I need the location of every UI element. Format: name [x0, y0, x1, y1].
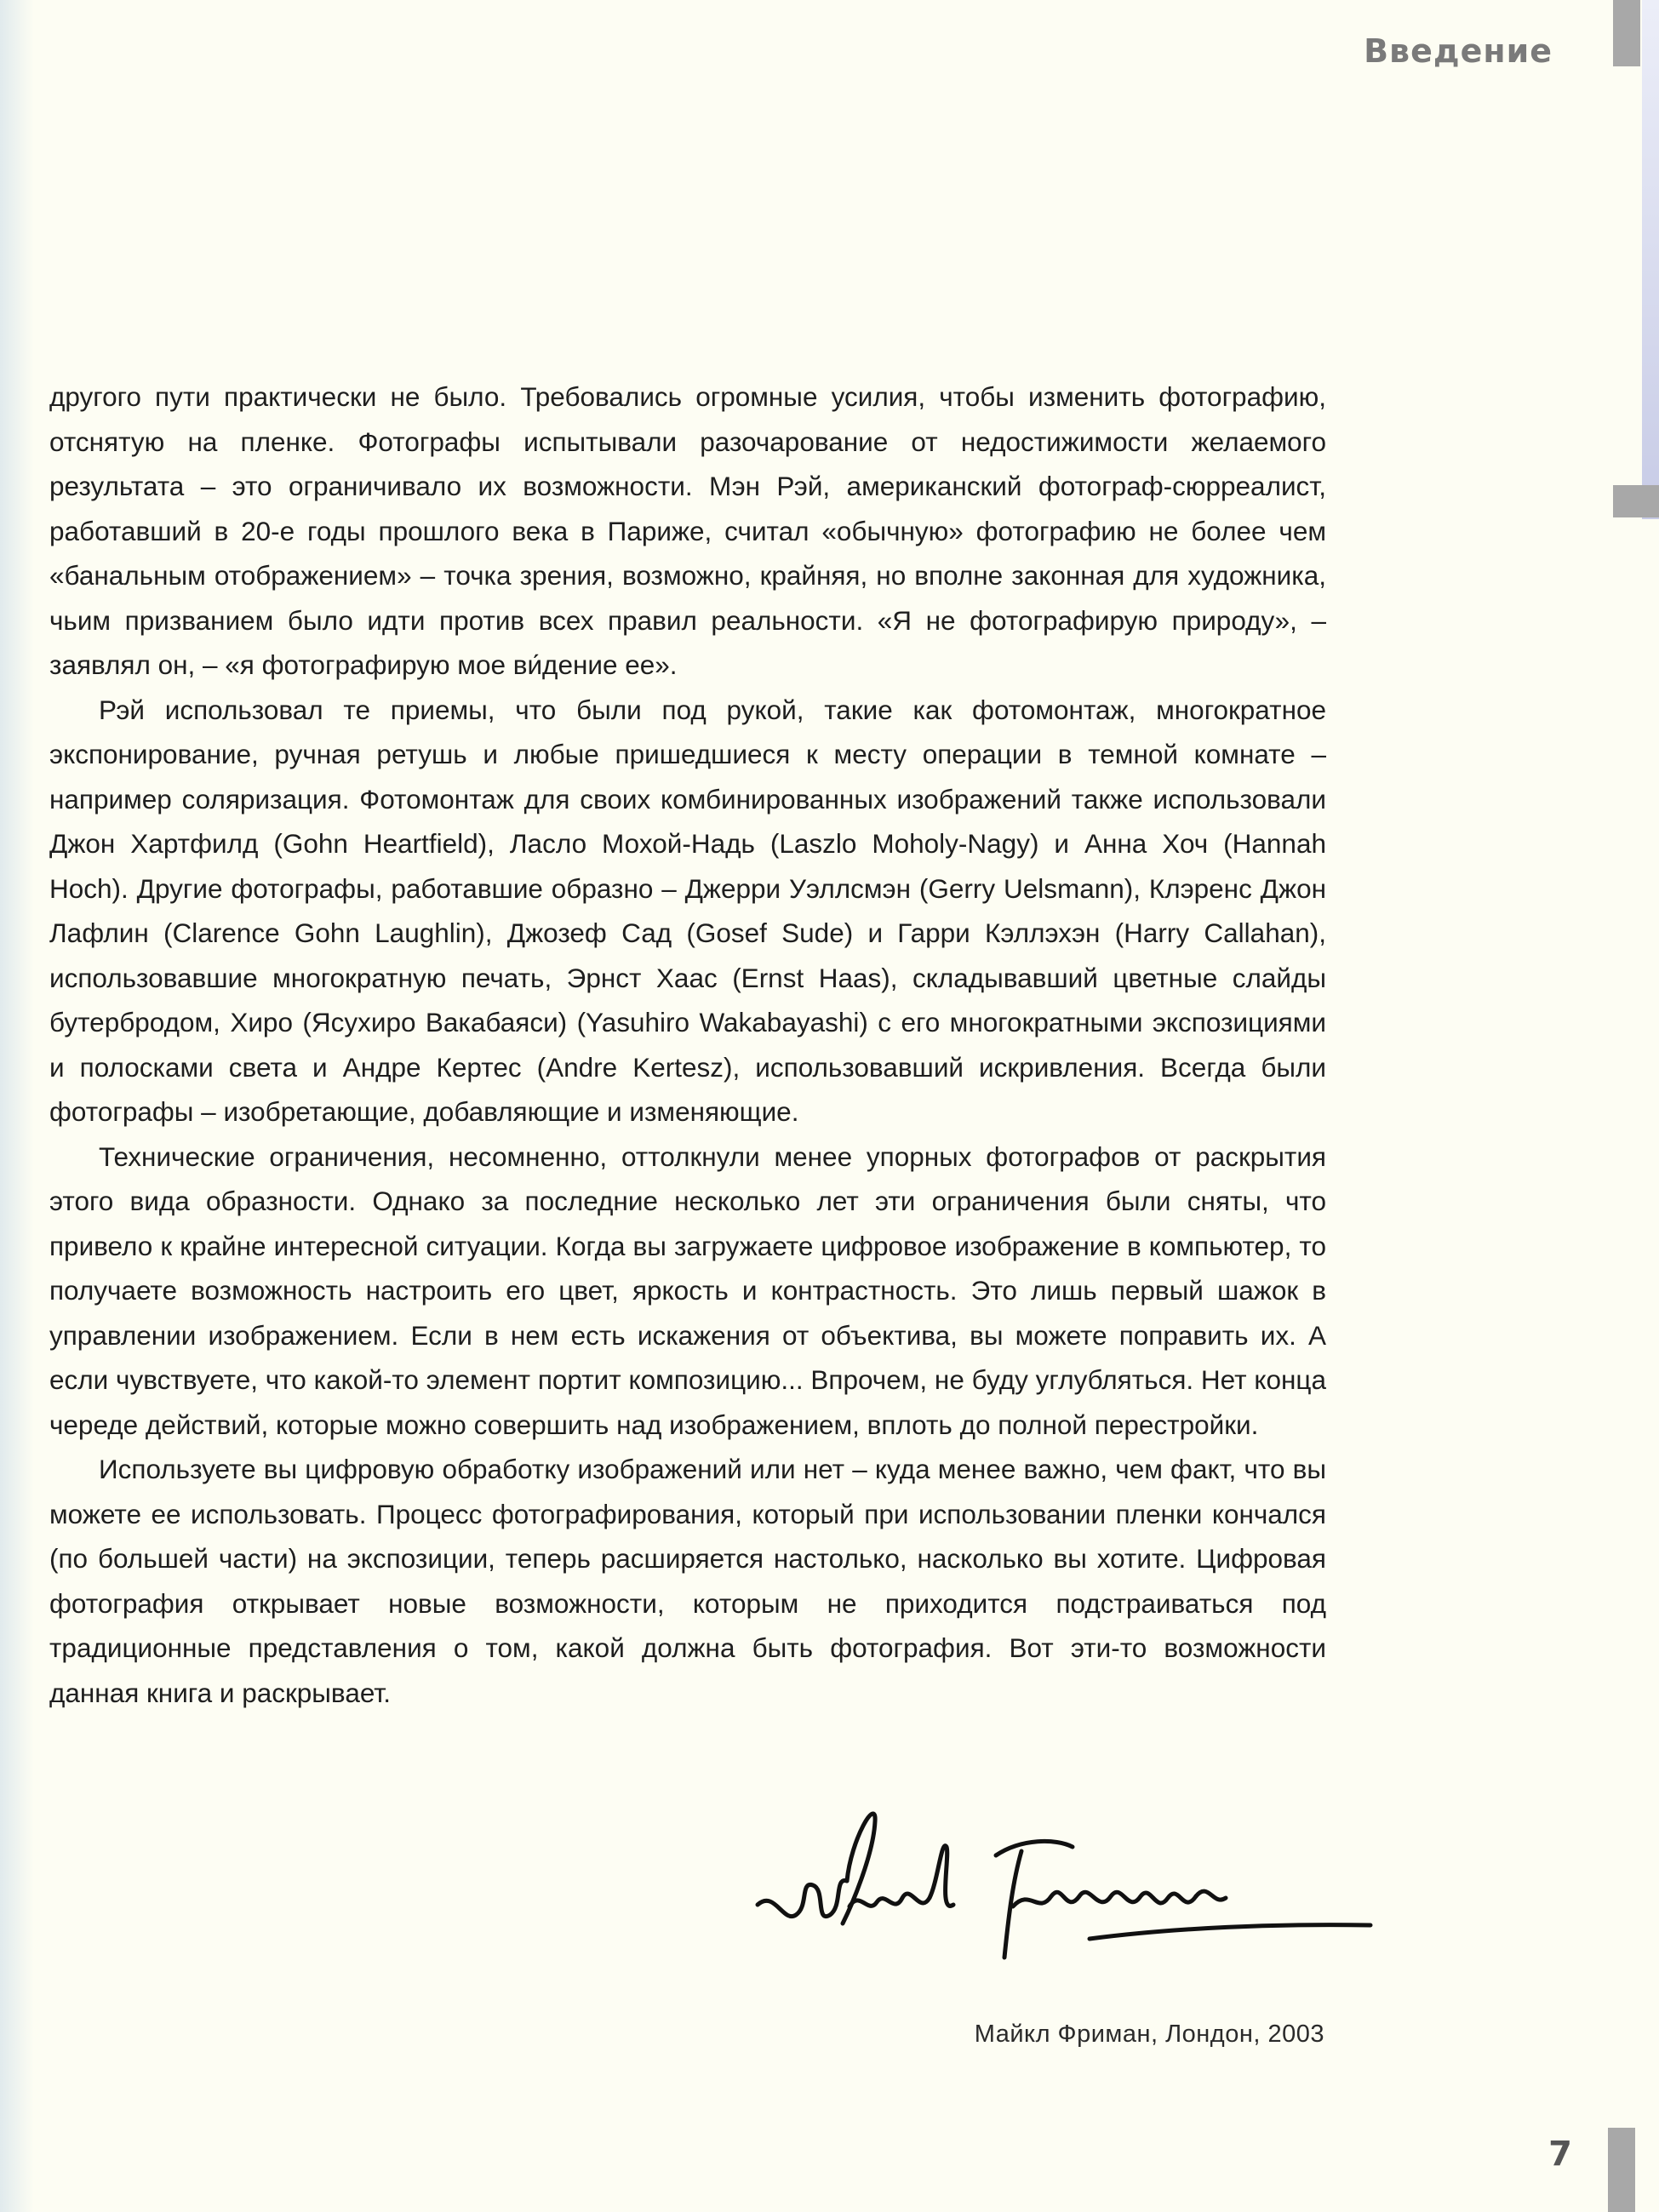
- author-signature: [749, 1787, 1379, 1975]
- page-number: 7: [1548, 2135, 1572, 2174]
- chapter-tab-marker: [1613, 0, 1640, 66]
- page-number-tab: [1608, 2128, 1635, 2212]
- paragraph: Рэй использовал те приемы, что были под рукой, такие как фотомонтаж, многократное экспонирование, ручная ретушь и любые пришедшиеся к месту операции в темной комнате – например соляризация. Фотомонтаж для своих комбинированных изображений также использовали Джон Хартфилд (Gohn Heartfield), Ласло Мохой-Надь (Laszlo Moholy-Nagy) и Анна Хоч (Hannah Hoch). Другие фотографы, работавшие образно – Джерри Уэллсмэн (Gerry Uelsmann), Клэренс Джон Лафлин (Clarence Gohn Laughlin), Джозеф Сад (Gosef Sude) и Гарри Кэллэхэн (Harry Callahan), использовавшие многократную печать, Эрнст Хаас (Ernst Haas), складывавший цветные слайды бутербродом, Хиро (Ясухиро Вакабаяси) (Yasuhiro Wakabayashi) с его многократными экспозициями и полосками света и Андре Кертес (Andre Kertesz), использовавший искривления. Всегда были фотографы – изобретающие, добавляющие и изменяющие.: [49, 694, 1326, 1127]
- paragraph: Технические ограничения, несомненно, оттолкнули менее упорных фотографов от раскрытия этого вида образности. Однако за последние несколько лет эти ограничения были сняты, что привело к крайне интересной ситуации. Когда вы загружаете цифровое изображение в компьютер, то получаете возможность настроить его цвет, яркость и контрастность. Это лишь первый шажок в управлении изображением. Если в нем есть искажения от объектива, вы можете поправить их. А если чувствуете, что какой-то элемент портит композицию... Впрочем, не буду углубляться. Нет конца череде действий, которые можно совершить над изображением, вплоть до полной перестройки.: [49, 1140, 1326, 1440]
- author-attribution: Майкл Фриман, Лондон, 2003: [974, 2021, 1324, 2048]
- chapter-tab-marker-bottom: [1613, 485, 1659, 517]
- page-edge-tint: [0, 0, 34, 2212]
- paragraph: другого пути практически не было. Требовались огромные усилия, чтобы изменить фотографию, отснятую на пленке. Фотографы испытывали разочарование от недостижимости желаемого результата – это ограничивало их возможности. Мэн Рэй, американский фотограф-сюрреалист, работавший в 20-е годы прошлого века в Париже, считал «обычную» фотографию не более чем «банальным отображением» – точка зрения, возможно, крайняя, но вполне законная для художника, чьим призванием было идти против всех правил реальности. «Я не фотографирую природу», – заявлял он, – «я фотографирую мое ви́дение ее».: [49, 381, 1326, 680]
- chapter-side-tab: [1642, 0, 1659, 519]
- body-text: [49, 374, 1326, 1715]
- section-title: Введение: [1364, 32, 1553, 70]
- paragraph: Используете вы цифровую обработку изображений или нет – куда менее важно, чем факт, что вы можете ее использовать. Процесс фотографирования, который при использовании пленки кончался (по большей части) на экспозиции, теперь расширяется настолько, насколько вы хотите. Цифровая фотография открывает новые возможности, которым не приходится подстраиваться под традиционные представления о том, какой должна быть фотография. Вот эти-то возможности данная книга и раскрывает.: [49, 1454, 1326, 1708]
